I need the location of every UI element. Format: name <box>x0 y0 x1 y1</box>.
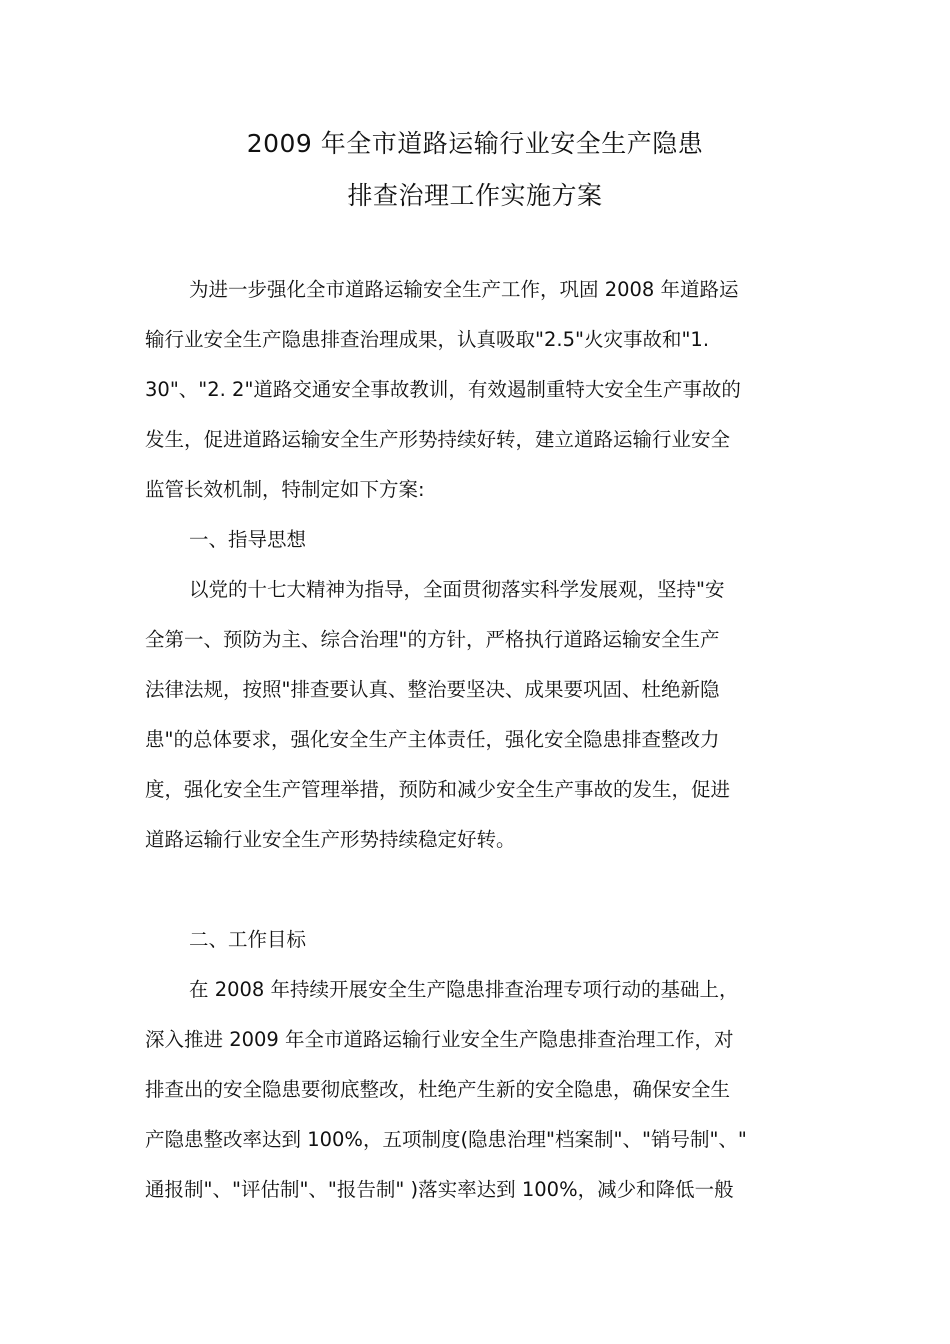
paragraph-spacer <box>145 870 810 920</box>
text-line: 为进一步强化全市道路运输安全生产工作，巩固 2008 年道路运 <box>189 278 739 301</box>
document-title <box>0 118 950 222</box>
text-line: 30"、"2. 2"道路交通安全事故教训，有效遏制重特大安全生产事故的 <box>145 378 741 401</box>
text-line: 道路运输行业安全生产形势持续稳定好转。 <box>145 828 516 851</box>
text-line: 患"的总体要求，强化安全生产主体责任，强化安全隐患排查整改力 <box>145 728 720 751</box>
intro-paragraph <box>145 270 810 520</box>
title-line: 2009 年全市道路运输行业安全生产隐患 <box>246 129 704 158</box>
text-line: 度，强化安全生产管理举措，预防和减少安全生产事故的发生，促进 <box>145 778 731 801</box>
title-line: 排查治理工作实施方案 <box>347 181 603 210</box>
document-body <box>145 270 810 1220</box>
section-heading-work-goals: 二、工作目标 <box>189 928 307 951</box>
text-line: 深入推进 2009 年全市道路运输行业安全生产隐患排查治理工作，对 <box>145 1028 734 1051</box>
text-line: 以党的十七大精神为指导，全面贯彻落实科学发展观，坚持"安 <box>189 578 725 601</box>
text-line: 发生，促进道路运输安全生产形势持续好转，建立道路运输行业安全 <box>145 428 731 451</box>
work-goals-paragraph <box>145 970 810 1220</box>
text-line: 产隐患整改率达到 100%，五项制度(隐患治理"档案制"、"销号制"、" <box>145 1128 747 1151</box>
text-line: 法律法规，按照"排查要认真、整治要坚决、成果要巩固、杜绝新隐 <box>145 678 720 701</box>
text-line: 全第一、预防为主、综合治理"的方针，严格执行道路运输安全生产 <box>145 628 720 651</box>
section-heading-guiding-ideology: 一、指导思想 <box>189 528 307 551</box>
text-line: 监管长效机制，特制定如下方案: <box>145 478 425 501</box>
text-line: 输行业安全生产隐患排查治理成果，认真吸取"2.5"火灾事故和"1. <box>145 328 710 351</box>
text-line: 排查出的安全隐患要彻底整改，杜绝产生新的安全隐患，确保安全生 <box>145 1078 731 1101</box>
guiding-ideology-paragraph <box>145 570 810 870</box>
text-line: 通报制"、"评估制"、"报告制" )落实率达到 100%，减少和降低一般 <box>145 1178 734 1201</box>
text-line: 在 2008 年持续开展安全生产隐患排查治理专项行动的基础上， <box>189 978 739 1001</box>
